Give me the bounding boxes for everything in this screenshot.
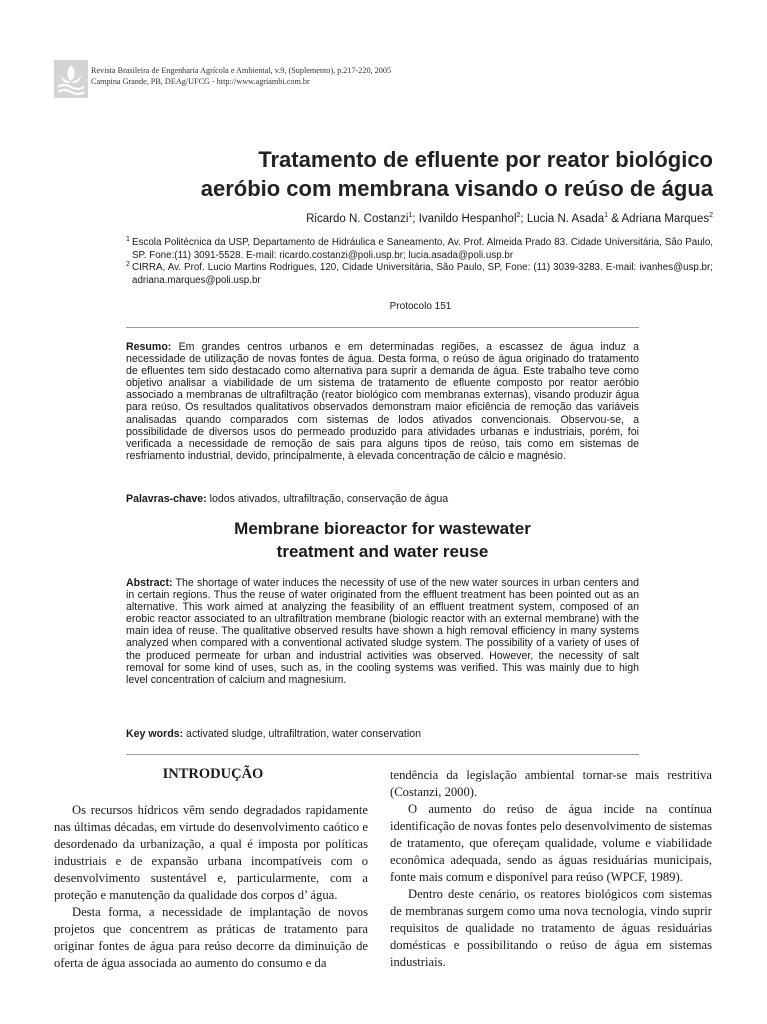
resumo-label: Resumo:: [126, 341, 172, 353]
author-affiliation-mark: 2: [516, 212, 521, 219]
leaf-logo-icon: [54, 60, 88, 98]
article-title: [120, 145, 713, 203]
section-heading: INTRODUÇÃO: [162, 766, 264, 782]
palavras-chave: [126, 493, 639, 505]
english-title: [126, 517, 639, 563]
divider-top: [126, 327, 639, 328]
journal-line-1: Revista Brasileira de Engenharia Agrícola e Ambiental, v.9, (Suplemento), p.217-220, 2005: [91, 66, 392, 75]
key-words-text: activated sludge, ultrafiltration, water conservation: [183, 728, 422, 740]
paragraph: O aumento do reúso de água incide na contínua identificação de novas fontes pelo desenvolvimento de sistemas de tratamento, que ofereçam qualidade, volume e viabilidade econômica adequada, sendo as águas residuárias municipais, fonte mais comum e disponível para reúso (WPCF, 1989).: [390, 802, 712, 884]
affiliation-2: [126, 262, 713, 287]
english-title-line-2: treatment and water reuse: [276, 542, 489, 561]
key-words: [126, 728, 639, 740]
resumo-text: Em grandes centros urbanos e em determinadas regiões, a escassez de água induz a necessidade de utilização de novas fontes de água. Desta forma, o reúso de água originado do tratamento de efluentes tem sido destacado como alternativa para suprir a demanda de água. Este trabalho teve como objetivo analisar a viabilidade de um sistema de tratamento de efluente composto por reator aeróbio associado a membranas de ultrafiltração (reator biológico com membranas externas), visando produzir água para reúso. Os resultados qualitativos observados demonstram maior eficiência de remoção das variáveis analisadas quando comparados com sistemas de lodos ativados convencionais. Observou-se, a possibilidade de diversos usos do permeado produzido para atividades urbanas e industriais, porém, foi verificada a necessidade de remoção de sais para alguns tipos de reúso, tais como em sistemas de resfriamento industrial, devido, principalmente, à elevada concentração de cálcio e magnésio.: [126, 341, 639, 462]
affiliation-text: Escola Politécnica da USP, Departamento de Hidráulica e Saneamento, Av. Prof. Almeida Prado 83. Cidade Universitária, São Paulo, SP. Fone:(11) 3091-5528. E-mail: ricardo.costanzi@poli.usp.br; lucia.asada@poli.usp.br: [132, 237, 713, 261]
palavras-chave-label: Palavras-chave:: [126, 493, 207, 505]
abstract-block: [126, 577, 639, 686]
abstract-text: The shortage of water induces the necessity of use of the new water sources in urban centers and in certain regions. Thus the reuse of water originated from the effluent treatment has been pointed out as an alternative. This work aimed at analyzing the feasibility of an effluent treatment system, composed of an erobic reactor associated to an ultrafiltration membrane (biologic reactor with an external membrane) with the main idea of reuse. The qualitative observed results have shown a high removal efficiency in many systems analyzed when compared with a conventional activated sludge system. The possibility of a variety of uses of the produced permeate for urban and industrial activities was observed. However, the necessity of salt removal for some kind of uses, such as, in the cooling systems was verified. This was mainly due to high level concentration of calcium and magnesium.: [126, 577, 639, 686]
journal-line-2: Campina Grande, PB, DEAg/UFCG - http://www.agriambi.com.br: [91, 77, 310, 86]
author-affiliation-mark: 1: [604, 212, 609, 219]
title-line-1: Tratamento de efluente por reator biológico: [258, 147, 713, 172]
author-separator: ;: [412, 212, 419, 225]
column-left: [54, 802, 368, 972]
affiliations: [126, 237, 713, 287]
paragraph: Os recursos hídricos vêm sendo degradados rapidamente nas últimas décadas, em virtude do desenvolvimento caótico e desordenado da urbanização, a qual é imposta por políticas industriais e de expansão urbana incompatíveis com o desenvolvimento sustentável e, particularmente, com a proteção e manutenção da qualidade dos corpos d’ água.: [54, 803, 368, 902]
abstract-label: Abstract:: [126, 577, 173, 589]
author-separator: &: [608, 212, 622, 225]
author-name: Ivanildo Hespanhol: [418, 212, 517, 225]
affiliation-1: [126, 237, 713, 262]
author-affiliation-mark: 1: [408, 212, 413, 219]
journal-logo: [54, 60, 88, 98]
protocol-number: Protocolo 151: [389, 301, 452, 312]
author-name: Adriana Marques: [621, 212, 710, 225]
column-right: [390, 767, 712, 971]
paragraph: tendência da legislação ambiental tornar-se mais restritiva (Costanzi, 2000).: [390, 768, 712, 799]
affiliation-number: 1: [126, 236, 130, 243]
paragraph: Dentro deste cenário, os reatores biológicos com sistemas de membranas surgem como uma nova tecnologia, vindo suprir requisitos de qualidade no tratamento de águas residuárias domésticas e possibilitando o reúso de água em sistemas industriais.: [390, 887, 712, 969]
paragraph: Desta forma, a necessidade de implantação de novos projetos que concentrem as práticas de tratamento para originar fontes de água para reúso decorre da diminuição de oferta de água associada ao aumento do consumo e da: [54, 905, 368, 970]
journal-citation: [91, 65, 391, 87]
author-separator: ;: [520, 212, 527, 225]
author-list: [120, 209, 713, 226]
key-words-label: Key words:: [126, 728, 184, 740]
author-affiliation-mark: 2: [709, 212, 713, 219]
english-title-line-1: Membrane bioreactor for wastewater: [234, 519, 531, 538]
divider-bottom: [126, 754, 639, 755]
author-name: Ricardo N. Costanzi: [306, 212, 409, 225]
affiliation-number: 2: [126, 261, 130, 269]
title-line-2: aeróbio com membrana visando o reúso de água: [200, 176, 713, 201]
resumo-block: [126, 341, 639, 462]
author-name: Lucia N. Asada: [526, 212, 605, 225]
palavras-chave-text: lodos ativados, ultrafiltração, conservação de água: [206, 493, 449, 505]
affiliation-text: CIRRA, Av. Prof. Lucio Martins Rodrigues, 120, Cidade Universitária, São Paulo, SP, Fone: (11) 3039-3283. E-mail: ivanhes@usp.br; adriana.marques@poli.usp.br: [132, 262, 713, 286]
